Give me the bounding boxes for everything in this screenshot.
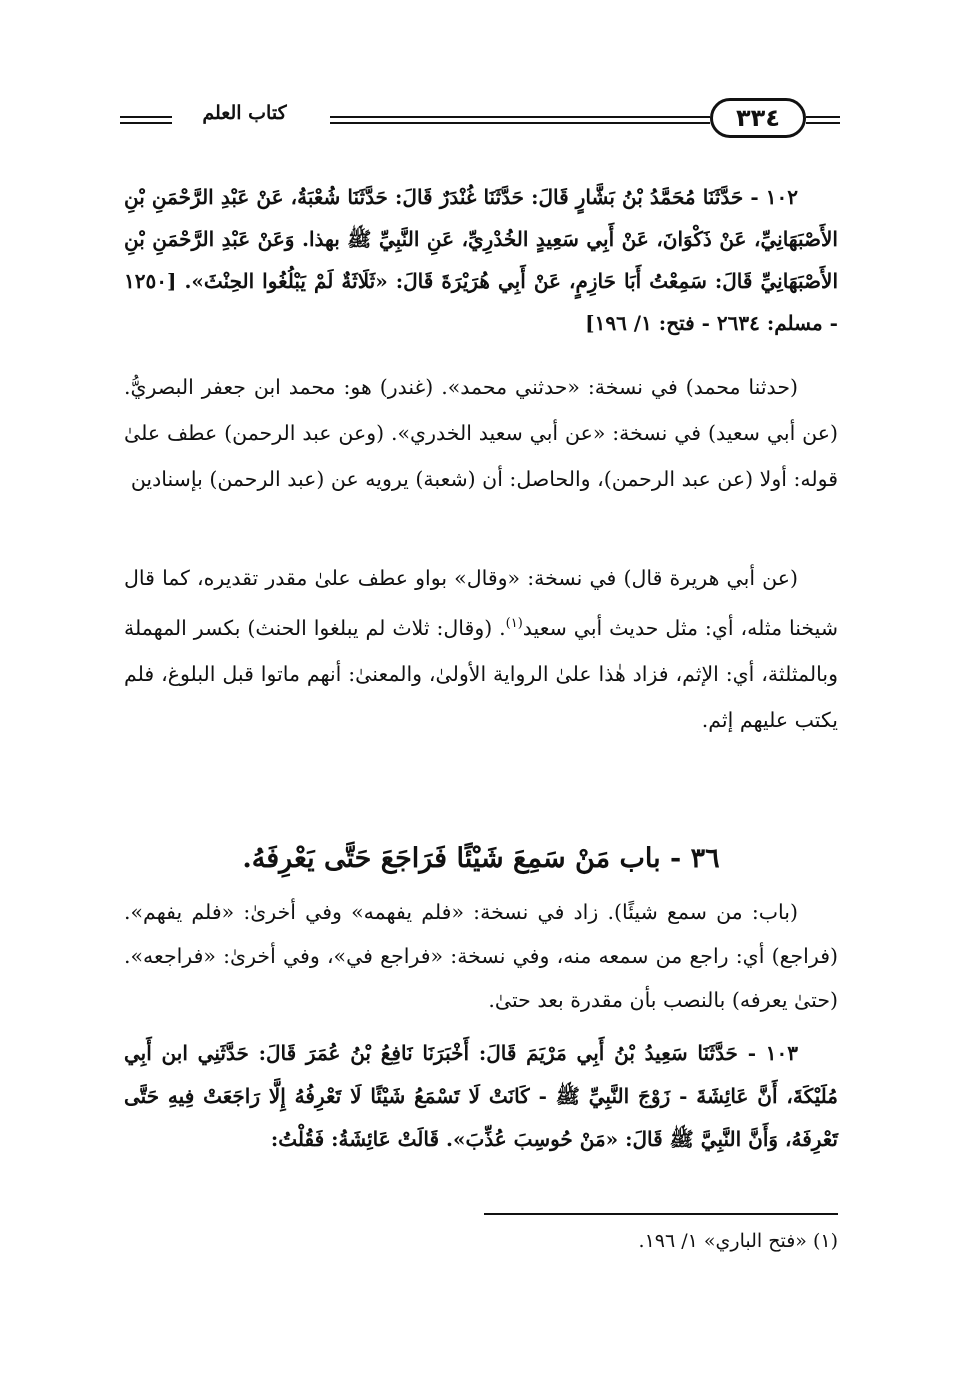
- header-rule: [120, 122, 172, 124]
- header-rule: [806, 116, 840, 118]
- header-rule: [330, 116, 710, 118]
- page-number: ٣٣٤: [710, 98, 806, 138]
- footnote: (١) «فتح الباري» ١/ ١٩٦.: [638, 1230, 838, 1252]
- footnote-marker: (١): [505, 616, 523, 631]
- header-rule: [806, 122, 840, 124]
- commentary-text: (عن أبي هريرة قال) في نسخة: «وقال» بواو عطف علىٰ مقدر تقديره، كما قال شيخنا مثله، أي: مثل حديث أبي سعيد: [124, 566, 839, 640]
- footnote-rule: [484, 1213, 838, 1215]
- running-title: كتاب العلم: [202, 102, 287, 124]
- header-rule: [120, 116, 172, 118]
- page-header: [120, 94, 840, 144]
- chapter-heading: ٣٦ - باب مَنْ سَمِعَ شَيْئًا فَرَاجَعَ حَتَّى يَعْرِفَهُ.: [242, 843, 720, 874]
- commentary-text: . (وقال: ثلاث لم يبلغوا الحنث) بكسر المهملة وبالمثلثة، أي: الإثم، فزاد هٰذا علىٰ الرواية الأولىٰ، والمعنىٰ: أنهم ماتوا قبل البلوغ، فلم يكتب عليهم إثم.: [124, 615, 838, 732]
- header-rule: [330, 122, 710, 124]
- hadith-102: ١٠٢ - حَدَّثَنَا مُحَمَّدُ بْنُ بَشَّارٍ قَالَ: حَدَّثَنَا غُنْدَرٌ قَالَ: حَدَّثَنَا شُعْبَةُ، عَنْ عَبْدِ الرَّحْمَنِ بْنِ الأَصْبَهَانِيِّ، عَنْ ذَكْوَانَ، عَنْ أَبِي سَعِيدٍ الخُدْرِيِّ، عَنِ النَّبِيِّ ﷺ بهذا. وَعَنْ عَبْدِ الرَّحْمَنِ بْنِ الأَصْبَهَانِيِّ قَالَ: سَمِعْتُ أَبَا حَازِمٍ، عَنْ أَبِي هُرَيْرَةَ قَالَ: «ثَلَاثَةٌ لَمْ يَبْلُغُوا الحِنْثَ». [١٢٥٠ - مسلم: ٢٦٣٤ - فتح: ١/ ١٩٦]: [124, 185, 838, 335]
- commentary-paragraph: (حدثنا محمد) في نسخة: «حدثني محمد». (غندر) هو: محمد ابن جعفر البصريُّ. (عن أبي سعيد) في نسخة: «عن أبي سعيد الخدري». (وعن عبد الرحمن) عطف علىٰ قوله: أولا (عن عبد الرحمن)، والحاصل: أن (شعبة) يرويه عن (عبد الرحمن) بإسنادين: [124, 375, 838, 491]
- chapter-commentary: (باب: من سمع شيئًا). زاد في نسخة: «فلم يفهمه» وفي أخرىٰ: «فلم يفهم». (فراجع) أي: راجع من سمعه منه، وفي نسخة: «فراجع في»، وفي أخرىٰ: «فراجعه». (حتىٰ يعرفه) بالنصب بأن مقدرة بعد حتىٰ.: [124, 900, 838, 1012]
- commentary-paragraph: [124, 555, 838, 743]
- hadith-103: ١٠٣ - حَدَّثَنَا سَعِيدُ بْنُ أَبِي مَرْيَمَ قَالَ: أَخْبَرَنَا نَافِعُ بْنُ عُمَرَ قَالَ: حَدَّثَنِي ابن أَبِي مُلَيْكَةَ، أَنَّ عَائِشَةَ - زَوْجَ النَّبِيِّ ﷺ - كَانَتْ لَا تَسْمَعُ شَيْئًا لَا تَعْرِفُهُ إِلَّا رَاجَعَتْ فِيهِ حَتَّى تَعْرِفَهُ، وَأَنَّ النَّبِيَّ ﷺ قَالَ: «مَنْ حُوسِبَ عُذِّبَ». قَالَتْ عَائِشَةُ: فَقُلْتُ:: [124, 1041, 838, 1151]
